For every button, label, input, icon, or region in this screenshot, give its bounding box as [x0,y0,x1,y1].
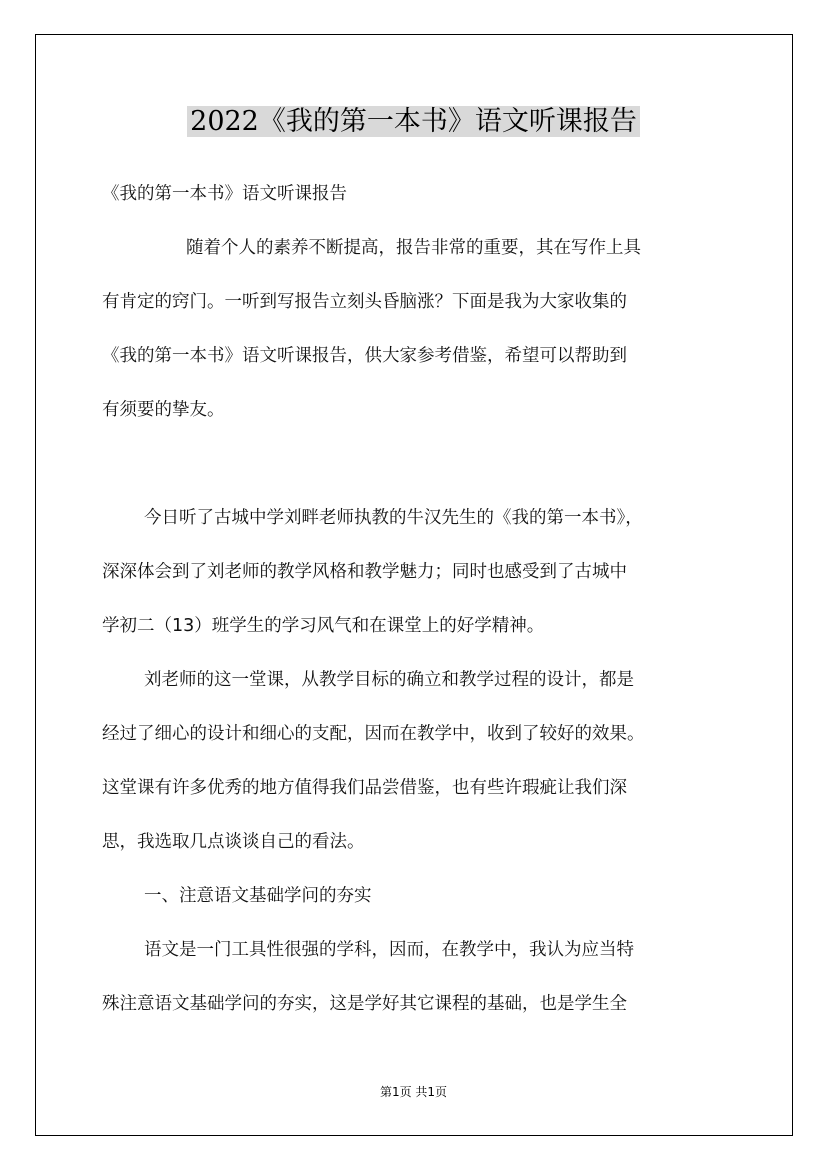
paragraph-line: 这堂课有许多优秀的地方值得我们品尝借鉴，也有些许瑕疵让我们深 [102,778,627,798]
paragraph-line: 学初二（13）班学生的学习风气和在课堂上的好学精神。 [102,616,545,636]
paragraph-line: 思，我选取几点谈谈自己的看法。 [102,832,365,852]
paragraph-line: 有须要的挚友。 [102,400,225,420]
document-title [0,100,827,144]
paragraph-line: 经过了细心的设计和细心的支配，因而在教学中，收到了较好的效果。 [102,724,645,744]
section-heading: 一、注意语文基础学问的夯实 [144,886,372,906]
page-footer: 第1页 共1页 [379,1085,448,1099]
paragraph-line: 今日听了古城中学刘畔老师执教的牛汉先生的《我的第一本书》， [144,508,643,528]
subtitle-line: 《我的第一本书》语文听课报告 [102,184,347,204]
paragraph-line: 《我的第一本书》语文听课报告，供大家参考借鉴，希望可以帮助到 [102,346,627,366]
title-text: 2022《我的第一本书》语文听课报告 [187,106,640,137]
paragraph-line: 殊注意语文基础学问的夯实，这是学好其它课程的基础，也是学生全 [102,994,627,1014]
paragraph-line: 有肯定的窍门。一听到写报告立刻头昏脑涨？下面是我为大家收集的 [102,292,627,312]
paragraph-line: 随着个人的素养不断提高，报告非常的重要，其在写作上具 [186,238,641,258]
paragraph-line: 语文是一门工具性很强的学科，因而，在教学中，我认为应当特 [144,940,634,960]
paragraph-line: 深深体会到了刘老师的教学风格和教学魅力；同时也感受到了古城中 [102,562,627,582]
paragraph-line: 刘老师的这一堂课，从教学目标的确立和教学过程的设计，都是 [144,670,634,690]
